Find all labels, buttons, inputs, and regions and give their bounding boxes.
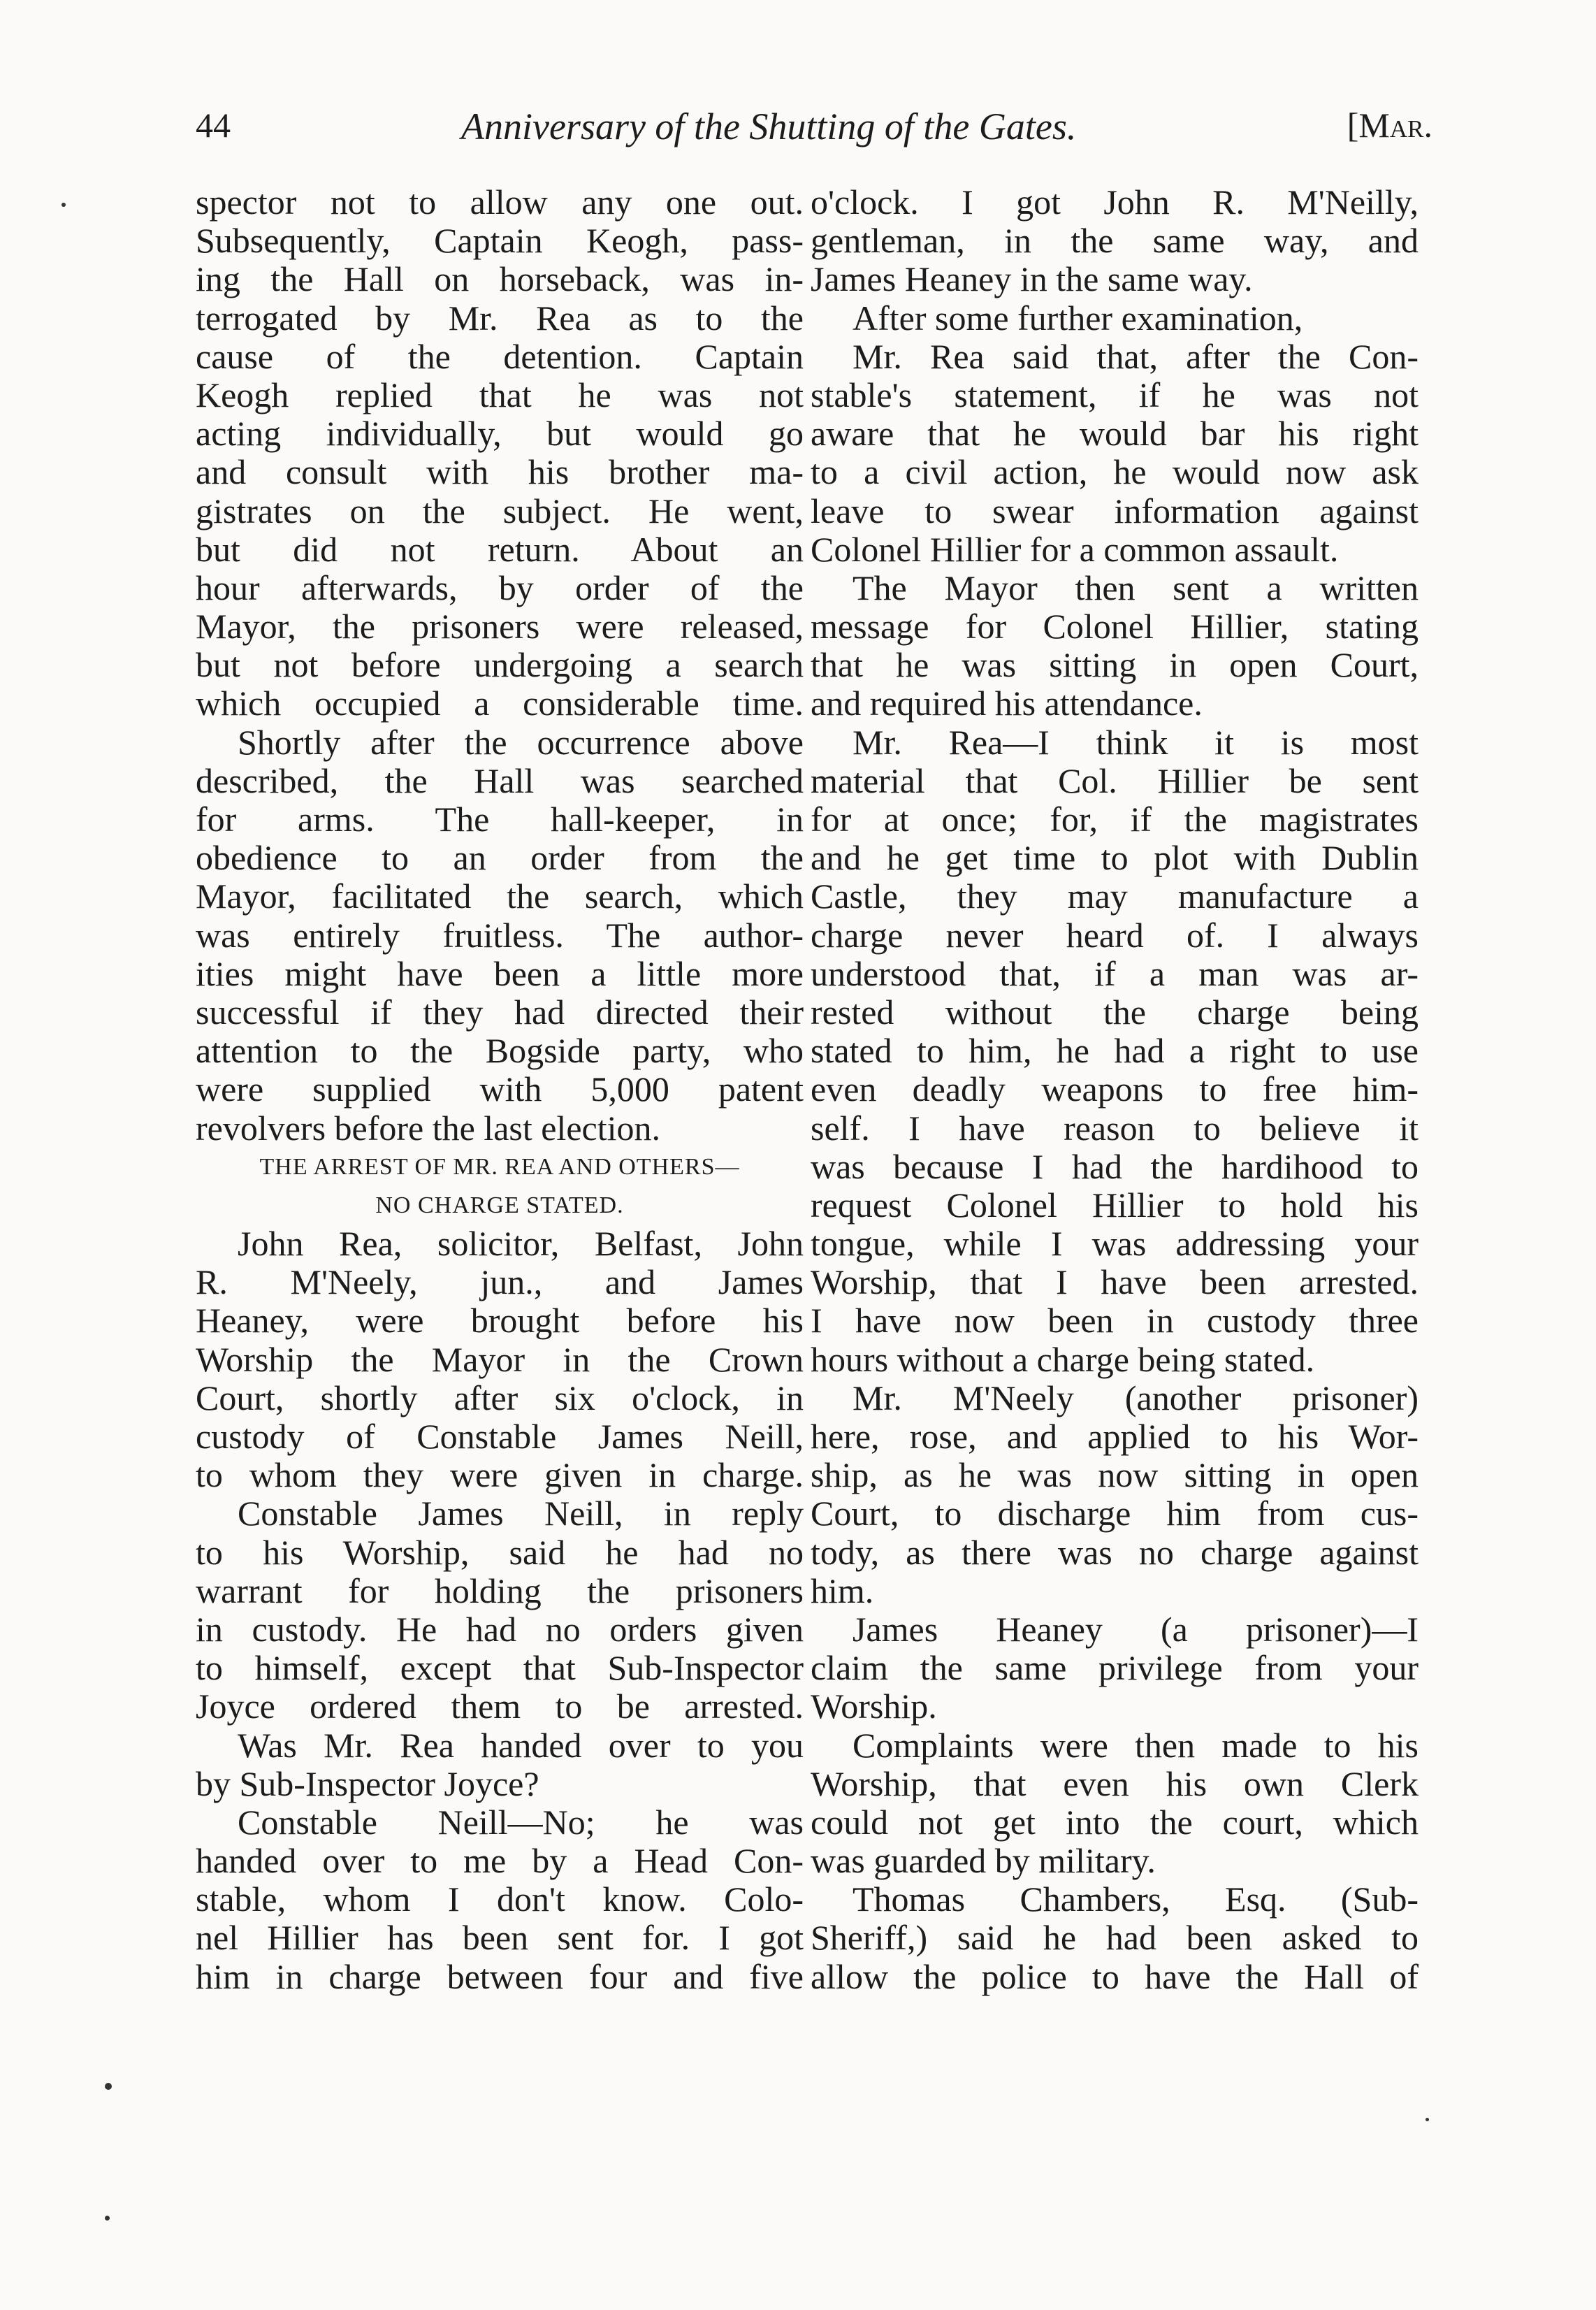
text-line: message for Colonel Hillier, stating bbox=[811, 607, 1419, 647]
text-line: Shortly after the occurrence above bbox=[238, 722, 804, 762]
text-line: revolvers before the last election. bbox=[196, 1108, 660, 1148]
text-line: Mayor, the prisoners were released, bbox=[196, 607, 804, 647]
text-line: obedience to an order from the bbox=[196, 838, 804, 878]
text-line: for arms. The hall-keeper, in bbox=[196, 800, 804, 839]
month-mark: [Mar. bbox=[1347, 106, 1432, 145]
text-line: Constable Neill—No; he was bbox=[238, 1802, 804, 1842]
text-line: were supplied with 5,000 patent bbox=[196, 1069, 804, 1109]
text-line: claim the same privilege from your bbox=[811, 1648, 1419, 1688]
text-line: was because I had the hardihood to bbox=[811, 1146, 1419, 1186]
text-line: terrogated by Mr. Rea as to the bbox=[196, 298, 804, 338]
text-line: Mr. M'Neely (another prisoner) bbox=[853, 1378, 1419, 1417]
text-line: o'clock. I got John R. M'Neilly, bbox=[811, 182, 1419, 222]
text-line: hours without a charge being stated. bbox=[811, 1339, 1315, 1379]
text-line: Sheriff,) said he had been asked to bbox=[811, 1918, 1419, 1958]
text-line: was guarded by military. bbox=[811, 1841, 1156, 1881]
text-line: successful if they had directed their bbox=[196, 992, 804, 1032]
text-line: material that Col. Hillier be sent bbox=[811, 760, 1419, 800]
text-line: Colonel Hillier for a common assault. bbox=[811, 529, 1339, 569]
text-line: Heaney, were brought before his bbox=[196, 1301, 804, 1341]
text-line: R. M'Neely, jun., and James bbox=[196, 1262, 804, 1302]
text-line: ities might have been a little more bbox=[196, 953, 804, 993]
text-line: and required his attendance. bbox=[811, 684, 1203, 723]
text-line: nel Hillier has been sent for. I got bbox=[196, 1918, 804, 1958]
page-speck bbox=[105, 2216, 110, 2221]
text-line: but not before undergoing a search bbox=[196, 645, 804, 685]
text-line: for at once; for, if the magistrates bbox=[811, 800, 1419, 839]
text-line: ship, as he was now sitting in open bbox=[811, 1455, 1419, 1495]
text-line: that he was sitting in open Court, bbox=[811, 645, 1419, 685]
text-line: Worship, that even his own Clerk bbox=[811, 1763, 1419, 1803]
text-line: gistrates on the subject. He went, bbox=[196, 491, 804, 530]
text-line: spector not to allow any one out. bbox=[196, 182, 804, 222]
text-line: and he get time to plot with Dublin bbox=[811, 838, 1419, 878]
left-text-column bbox=[196, 183, 804, 1996]
text-line: Worship. bbox=[811, 1687, 937, 1726]
text-line: request Colonel Hillier to hold his bbox=[811, 1185, 1419, 1225]
text-line: by Sub-Inspector Joyce? bbox=[196, 1763, 539, 1803]
text-line: John Rea, solicitor, Belfast, John bbox=[238, 1224, 804, 1264]
text-line: Castle, they may manufacture a bbox=[811, 876, 1419, 916]
text-line: hour afterwards, by order of the bbox=[196, 568, 804, 607]
text-line: understood that, if a man was ar- bbox=[811, 953, 1419, 993]
text-line: handed over to me by a Head Con- bbox=[196, 1841, 804, 1881]
text-line: self. I have reason to believe it bbox=[811, 1108, 1419, 1148]
text-line: warrant for holding the prisoners bbox=[196, 1571, 804, 1610]
text-line: attention to the Bogside party, who bbox=[196, 1031, 804, 1071]
text-line: to himself, except that Sub-Inspector bbox=[196, 1648, 804, 1688]
text-line: The Mayor then sent a written bbox=[853, 568, 1419, 607]
page-speck bbox=[61, 203, 66, 207]
text-line: which occupied a considerable time. bbox=[196, 684, 804, 723]
text-line: described, the Hall was searched bbox=[196, 760, 804, 800]
text-line: him. bbox=[811, 1571, 874, 1610]
section-heading-line: THE ARREST OF MR. REA AND OTHERS— bbox=[259, 1153, 740, 1180]
text-line: I have now been in custody three bbox=[811, 1301, 1419, 1341]
text-line: tody, as there was no charge against bbox=[811, 1532, 1419, 1572]
section-heading-line: NO CHARGE STATED. bbox=[375, 1192, 624, 1218]
text-line: Subsequently, Captain Keogh, pass- bbox=[196, 221, 804, 261]
text-line: aware that he would bar his right bbox=[811, 414, 1419, 454]
page-speck bbox=[1425, 2118, 1429, 2121]
text-line: James Heaney (a prisoner)—I bbox=[853, 1609, 1419, 1649]
text-line: Worship the Mayor in the Crown bbox=[196, 1339, 804, 1379]
text-line: Mr. Rea—I think it is most bbox=[853, 722, 1419, 762]
text-line: was entirely fruitless. The author- bbox=[196, 915, 804, 955]
text-line: custody of Constable James Neill, bbox=[196, 1417, 804, 1456]
text-line: Joyce ordered them to be arrested. bbox=[196, 1687, 804, 1726]
text-line: to a civil action, he would now ask bbox=[811, 452, 1419, 492]
text-line: acting individually, but would go bbox=[196, 414, 804, 454]
text-line: James Heaney in the same way. bbox=[811, 259, 1253, 299]
text-line: Mayor, facilitated the search, which bbox=[196, 876, 804, 916]
text-line: Thomas Chambers, Esq. (Sub- bbox=[853, 1879, 1419, 1919]
text-line: here, rose, and applied to his Wor- bbox=[811, 1417, 1419, 1456]
text-line: even deadly weapons to free him- bbox=[811, 1069, 1419, 1109]
text-line: Court, shortly after six o'clock, in bbox=[196, 1378, 804, 1417]
text-line: After some further examination, bbox=[853, 298, 1303, 338]
text-line: to his Worship, said he had no bbox=[196, 1532, 804, 1572]
text-line: Keogh replied that he was not bbox=[196, 375, 804, 414]
text-line: allow the police to have the Hall of bbox=[811, 1956, 1419, 1996]
page-speck bbox=[105, 2083, 112, 2090]
text-line: and consult with his brother ma- bbox=[196, 452, 804, 492]
text-line: Was Mr. Rea handed over to you bbox=[238, 1725, 804, 1765]
text-line: ing the Hall on horseback, was in- bbox=[196, 259, 804, 299]
running-header bbox=[196, 105, 1432, 161]
text-line: stable's statement, if he was not bbox=[811, 375, 1419, 414]
text-line: to whom they were given in charge. bbox=[196, 1455, 804, 1495]
text-line: charge never heard of. I always bbox=[811, 915, 1419, 955]
page-number: 44 bbox=[196, 106, 231, 145]
text-line: in custody. He had no orders given bbox=[196, 1609, 804, 1649]
text-line: Constable James Neill, in reply bbox=[238, 1494, 804, 1533]
text-line: Complaints were then made to his bbox=[853, 1725, 1419, 1765]
text-line: gentleman, in the same way, and bbox=[811, 221, 1419, 261]
running-title: Anniversary of the Shutting of the Gates. bbox=[461, 106, 1077, 147]
text-line: stable, whom I don't know. Colo- bbox=[196, 1879, 804, 1919]
text-line: but did not return. About an bbox=[196, 529, 804, 569]
text-line: rested without the charge being bbox=[811, 992, 1419, 1032]
text-line: stated to him, he had a right to use bbox=[811, 1031, 1419, 1071]
text-line: Court, to discharge him from cus- bbox=[811, 1494, 1419, 1533]
text-line: Mr. Rea said that, after the Con- bbox=[853, 336, 1419, 376]
right-text-column bbox=[811, 183, 1419, 1996]
text-line: Worship, that I have been arrested. bbox=[811, 1262, 1419, 1302]
text-line: tongue, while I was addressing your bbox=[811, 1224, 1419, 1264]
text-line: could not get into the court, which bbox=[811, 1802, 1419, 1842]
text-line: cause of the detention. Captain bbox=[196, 336, 804, 376]
text-line: him in charge between four and five bbox=[196, 1956, 804, 1996]
text-line: leave to swear information against bbox=[811, 491, 1419, 530]
